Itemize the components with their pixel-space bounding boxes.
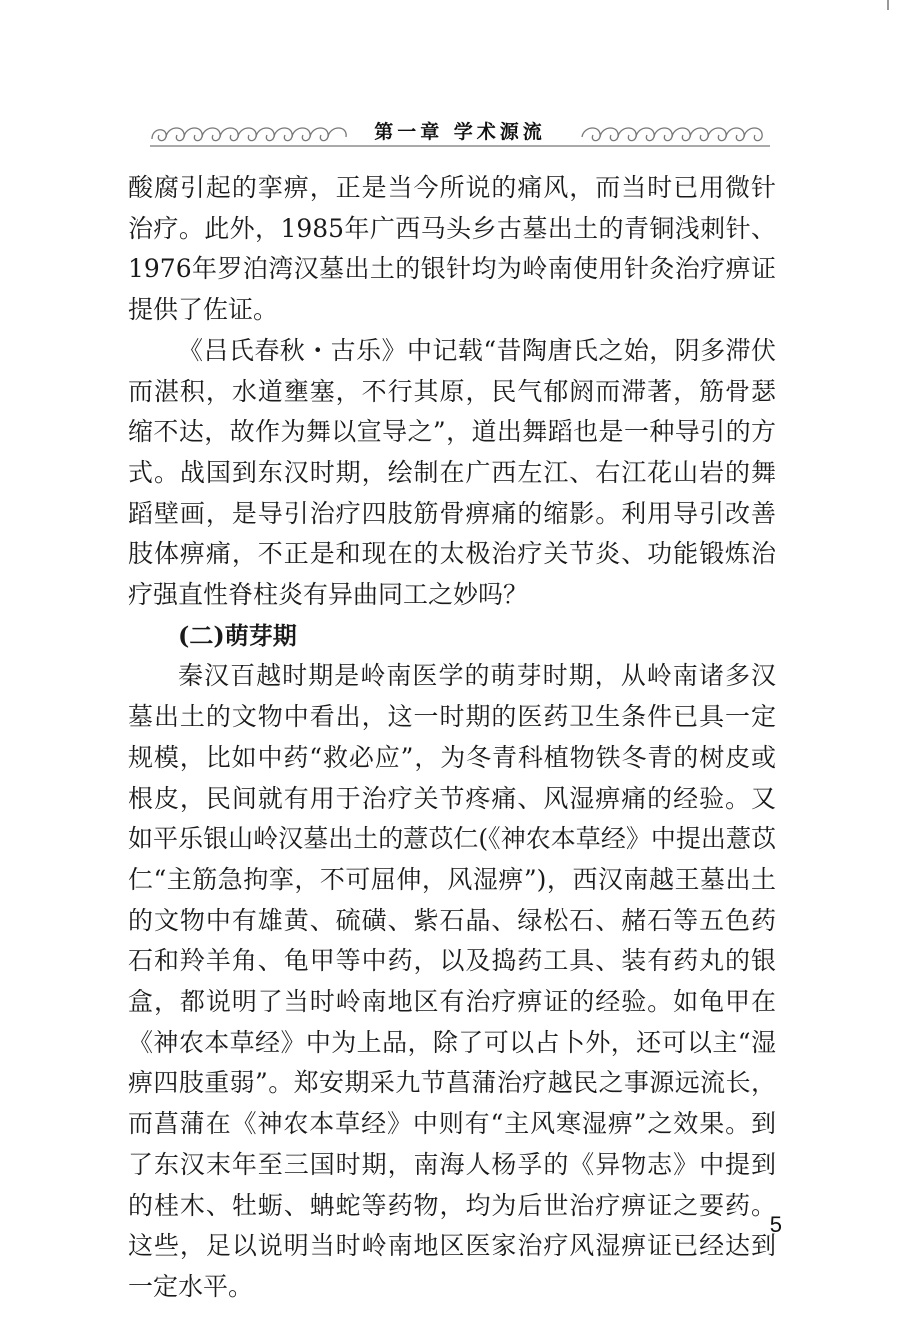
corner-crop-mark [880, 0, 900, 10]
section-subheading: (二)萌芽期 [178, 620, 297, 650]
running-title: 第一章 学术源流 [374, 121, 546, 143]
page-number: 5 [769, 1212, 782, 1237]
body-text [128, 168, 776, 1308]
paragraph-2: 《吕氏春秋・古乐》中记载“昔陶唐氏之始，阴多滞伏而湛积，水道壅塞，不行其原，民气郁阏而滞著，筋骨瑟缩不达，故作为舞以宣导之”，道出舞蹈也是一种导引的方式。战国到东汉时期，绘制在广西左江、右江花山岩的舞蹈壁画，是导引治疗四肢筋骨痹痛的缩影。利用导引改善肢体痹痛，不正是和现在的太极治疗关节炎、功能锻炼治疗强直性脊柱炎有异曲同工之妙吗？ [128, 335, 776, 610]
paragraph-1: 酸腐引起的挛痹，正是当今所说的痛风，而当时已用微针治疗。此外，1985年广西马头乡古墓出土的青铜浅刺针、1976年罗泊湾汉墓出土的银针均为岭南使用针灸治疗痹证提供了佐证。 [128, 173, 776, 325]
paragraph-3: 秦汉百越时期是岭南医学的萌芽时期，从岭南诸多汉墓出土的文物中看出，这一时期的医药卫生条件已具一定规模，比如中药“救必应”，为冬青科植物铁冬青的树皮或根皮，民间就有用于治疗关节疼痛、风湿痹痛的经验。又如平乐银山岭汉墓出土的薏苡仁(《神农本草经》中提出薏苡仁“主筋急拘挛，不可屈伸，风湿痹”)，西汉南越王墓出土的文物中有雄黄、硫磺、紫石晶、绿松石、赭石等五色药石和羚羊角、龟甲等中药，以及捣药工具、装有药丸的银盒，都说明了当时岭南地区有治疗痹证的经验。如龟甲在《神农本草经》中为上品，除了可以占卜外，还可以主“湿痹四肢重弱”。郑安期采九节菖蒲治疗越民之事源远流长，而菖蒲在《神农本草经》中则有“主风寒湿痹”之效果。到了东汉末年至三国时期，南海人杨孚的《异物志》中提到的桂木、牡蛎、蚺蛇等药物，均为后世治疗痹证之要药。这些，足以说明当时岭南地区医家治疗风湿痹证已经达到一定水平。 [128, 661, 776, 1301]
running-header [150, 103, 770, 153]
